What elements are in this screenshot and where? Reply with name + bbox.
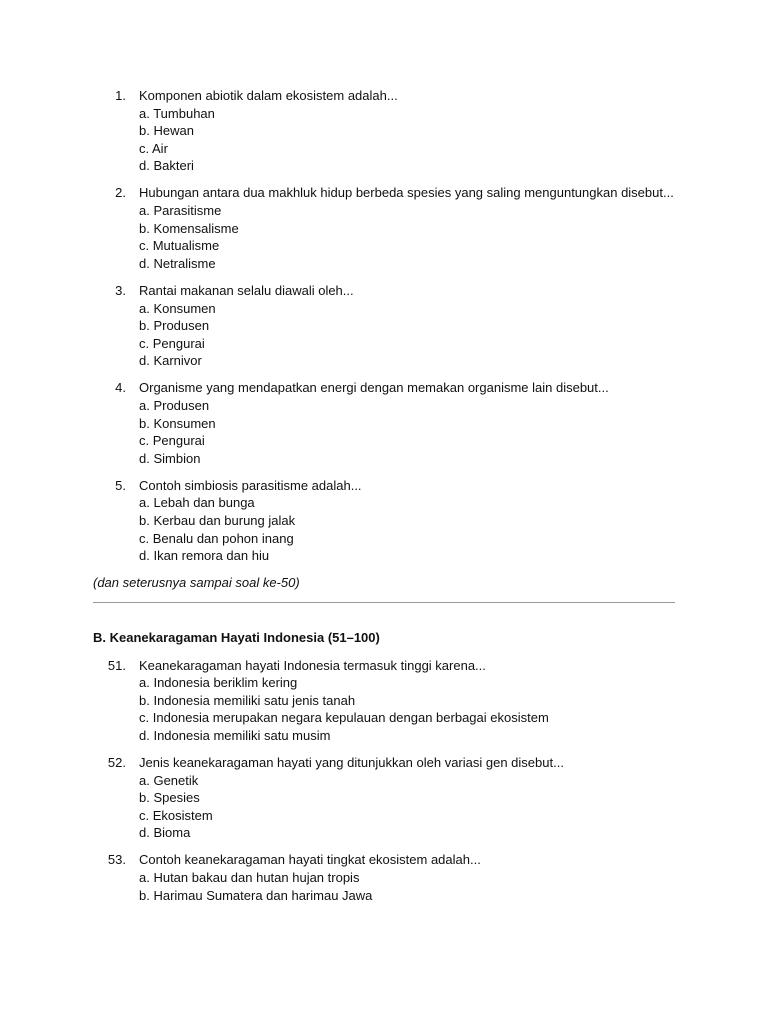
answer-option: a. Hutan bakau dan hutan hujan tropis (139, 870, 360, 886)
answer-option: c. Mutualisme (139, 238, 220, 254)
part-a-question-list (93, 87, 675, 565)
question-number: 4. (115, 380, 126, 396)
continuation-note: (dan seterusnya sampai soal ke-50) (93, 575, 300, 591)
answer-option: d. Bioma (139, 825, 191, 841)
question-text: Contoh keanekaragaman hayati tingkat ekosistem adalah... (139, 852, 481, 868)
question-item (93, 282, 675, 370)
horizontal-divider (93, 602, 675, 603)
question-item (93, 379, 675, 467)
question-text: Hubungan antara dua makhluk hidup berbeda spesies yang saling menguntungkan disebut... (139, 185, 674, 201)
answer-option: b. Spesies (139, 790, 200, 806)
question-item (93, 754, 675, 842)
answer-option: a. Parasitisme (139, 203, 222, 219)
answer-option: c. Air (139, 140, 168, 156)
answer-option: b. Kerbau dan burung jalak (139, 513, 296, 529)
answer-option: a. Lebah dan bunga (139, 495, 255, 511)
question-item (93, 87, 675, 175)
answer-option: c. Benalu dan pohon inang (139, 530, 294, 546)
answer-option: d. Bakteri (139, 158, 194, 174)
question-number: 3. (115, 282, 126, 298)
answer-option: b. Hewan (139, 123, 194, 139)
answer-option: d. Ikan remora dan hiu (139, 548, 270, 564)
answer-option: d. Indonesia memiliki satu musim (139, 727, 331, 743)
section-title: B. Keanekaragaman Hayati Indonesia (51–100) (93, 629, 380, 645)
question-text: Organisme yang mendapatkan energi dengan memakan organisme lain disebut... (139, 380, 609, 396)
question-number: 1. (115, 88, 126, 103)
answer-option: a. Konsumen (139, 300, 216, 316)
question-text: Rantai makanan selalu diawali oleh... (139, 282, 354, 298)
answer-option: b. Indonesia memiliki satu jenis tanah (139, 692, 356, 708)
answer-option: c. Pengurai (139, 433, 205, 449)
part-b-question-list (93, 657, 675, 905)
question-text: Komponen abiotik dalam ekosistem adalah... (139, 88, 398, 103)
document-content (93, 87, 675, 914)
answer-option: a. Genetik (139, 772, 199, 788)
answer-option: d. Netralisme (139, 255, 216, 271)
question-text: Keanekaragaman hayati Indonesia termasuk tinggi karena... (139, 657, 486, 673)
question-number: 52. (107, 755, 126, 770)
question-item (93, 477, 675, 565)
question-number: 5. (115, 477, 126, 493)
question-item (93, 851, 675, 904)
answer-option: b. Harimau Sumatera dan harimau Jawa (139, 887, 373, 903)
answer-option: b. Konsumen (139, 415, 216, 431)
answer-option: d. Simbion (139, 450, 201, 466)
answer-option: d. Karnivor (139, 353, 202, 369)
question-text: Contoh simbiosis parasitisme adalah... (139, 477, 362, 493)
question-text: Jenis keanekaragaman hayati yang ditunjukkan oleh variasi gen disebut... (139, 755, 564, 770)
answer-option: a. Indonesia beriklim kering (139, 675, 298, 691)
answer-option: b. Komensalisme (139, 220, 239, 236)
answer-option: c. Pengurai (139, 335, 205, 351)
question-number: 2. (115, 185, 126, 201)
answer-option: c. Ekosistem (139, 807, 213, 823)
answer-option: a. Tumbuhan (139, 105, 215, 121)
answer-option: c. Indonesia merupakan negara kepulauan dengan berbagai ekosistem (139, 710, 549, 726)
question-number: 53. (107, 852, 126, 868)
question-item (93, 184, 675, 272)
question-number: 51. (107, 657, 126, 673)
answer-option: a. Produsen (139, 398, 210, 413)
answer-option: b. Produsen (139, 318, 210, 334)
question-item (93, 657, 675, 745)
